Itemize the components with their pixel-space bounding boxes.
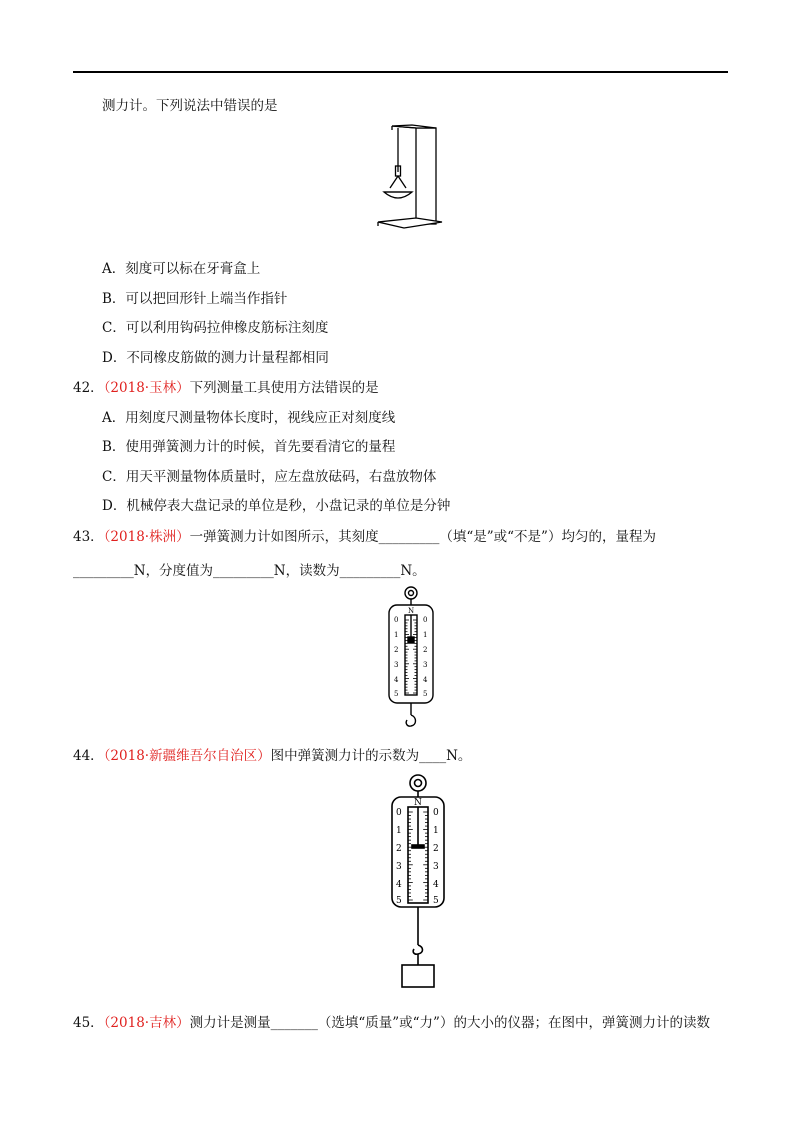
q41-stem: 测力计。下列说法中错误的是 bbox=[102, 98, 278, 114]
q43-stem-1: 一弹簧测力计如图所示，其刻度_________（填“是”或“不是”）均匀的，量程为 bbox=[189, 529, 656, 545]
q43-scale-unit: N bbox=[408, 607, 415, 615]
q42-option-a: A．用刻度尺测量物体长度时，视线应正对刻度线 bbox=[102, 410, 396, 426]
q42-stem-line bbox=[73, 378, 379, 398]
q43-tick-2-right: 2 bbox=[423, 646, 428, 654]
q43-tick-5-left: 5 bbox=[394, 690, 399, 698]
q42-option-b: B．使用弹簧测力计的时候，首先要看清它的量程 bbox=[102, 439, 396, 455]
q44-number: 44． bbox=[73, 748, 104, 764]
spring-scale-figure-44 bbox=[388, 773, 448, 993]
q43-tick-1-right: 1 bbox=[423, 631, 428, 639]
spring-scale-figure-43 bbox=[383, 585, 439, 733]
q42-stem: 下列测量工具使用方法错误的是 bbox=[189, 380, 379, 396]
q41-option-a: A．刻度可以标在牙膏盒上 bbox=[102, 261, 261, 277]
q43-source: （2018·株洲） bbox=[103, 529, 190, 545]
q42-number: 42． bbox=[73, 380, 104, 396]
q43-stem-line-2: _________N，分度值为_________N，读数为_________N。 bbox=[73, 563, 426, 579]
q43-tick-0-right: 0 bbox=[423, 616, 428, 624]
header-rule bbox=[73, 71, 728, 73]
q44-tick-0-left: 0 bbox=[396, 808, 402, 818]
q44-tick-2-right: 2 bbox=[433, 844, 439, 854]
q44-tick-5-left: 5 bbox=[396, 896, 402, 906]
q44-stem-line bbox=[73, 746, 471, 766]
q43-tick-0-left: 0 bbox=[394, 616, 399, 624]
q42-option-c: C．用天平测量物体质量时，应左盘放砝码，右盘放物体 bbox=[102, 469, 437, 485]
q45-stem-line bbox=[73, 1013, 710, 1033]
q43-stem-line bbox=[73, 527, 656, 547]
q44-tick-3-left: 3 bbox=[396, 862, 402, 872]
q43-tick-4-right: 4 bbox=[423, 676, 428, 684]
q44-stem: 图中弹簧测力计的示数为____N。 bbox=[270, 748, 472, 764]
q43-tick-4-left: 4 bbox=[394, 676, 399, 684]
q44-tick-4-left: 4 bbox=[396, 880, 402, 890]
q44-source: （2018·新疆维吾尔自治区） bbox=[103, 748, 271, 764]
q45-stem: 测力计是测量_______（选填“质量”或“力”）的大小的仪器；在图中，弹簧测力计的读数 bbox=[189, 1015, 710, 1031]
q42-option-d: D．机械停表大盘记录的单位是秒，小盘记录的单位是分钟 bbox=[102, 498, 451, 514]
q45-source: （2018·吉林） bbox=[103, 1015, 190, 1031]
q43-number: 43． bbox=[73, 529, 104, 545]
q43-tick-5-right: 5 bbox=[423, 690, 428, 698]
q44-tick-4-right: 4 bbox=[433, 880, 439, 890]
rubber-band-dynamometer-figure bbox=[372, 122, 444, 234]
q44-tick-1-right: 1 bbox=[433, 826, 439, 836]
q44-tick-5-right: 5 bbox=[433, 896, 439, 906]
q43-tick-3-right: 3 bbox=[423, 661, 428, 669]
q44-tick-0-right: 0 bbox=[433, 808, 439, 818]
q42-source: （2018·玉林） bbox=[103, 380, 190, 396]
q44-tick-1-left: 1 bbox=[396, 826, 402, 836]
q43-tick-2-left: 2 bbox=[394, 646, 399, 654]
q43-tick-1-left: 1 bbox=[394, 631, 399, 639]
q44-tick-2-left: 2 bbox=[396, 844, 402, 854]
q44-scale-unit: N bbox=[414, 798, 422, 808]
q41-option-b: B．可以把回形针上端当作指针 bbox=[102, 291, 288, 307]
q45-number: 45． bbox=[73, 1015, 104, 1031]
q41-option-d: D．不同橡皮筋做的测力计量程都相同 bbox=[102, 350, 329, 366]
q44-tick-3-right: 3 bbox=[433, 862, 439, 872]
q41-option-c: C．可以利用钩码拉伸橡皮筋标注刻度 bbox=[102, 320, 329, 336]
q43-tick-3-left: 3 bbox=[394, 661, 399, 669]
